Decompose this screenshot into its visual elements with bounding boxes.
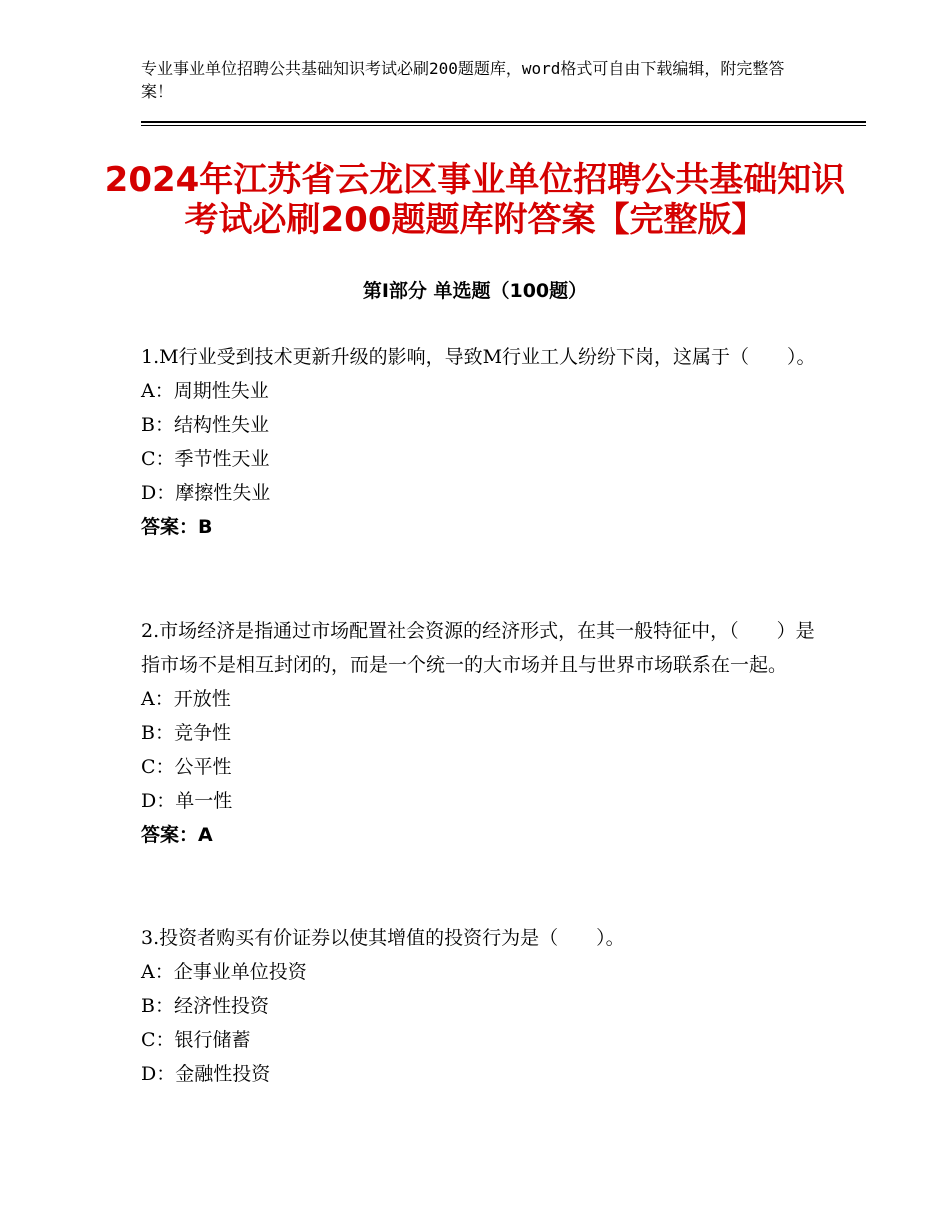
header-divider-thick xyxy=(141,121,866,123)
option-b: B：结构性失业 xyxy=(141,414,269,436)
option-d: D：金融性投资 xyxy=(141,1063,271,1085)
header-divider-thin xyxy=(141,125,866,126)
question-stem: 3.投资者购买有价证券以使其增值的投资行为是（ ）。 xyxy=(141,927,625,949)
answer: 答案：A xyxy=(141,824,213,846)
question-stem: 1.M行业受到技术更新升级的影响，导致M行业工人纷纷下岗，这属于（ ）。 xyxy=(141,346,816,368)
option-a: A：开放性 xyxy=(141,688,231,710)
question-stem: 2.市场经济是指通过市场配置社会资源的经济形式，在其一般特征中，（ ）是指市场不是相互封闭的，而是一个统一的大市场并且与世界市场联系在一起。 xyxy=(141,620,815,676)
question-2 xyxy=(141,614,821,852)
answer: 答案：B xyxy=(141,516,213,538)
option-a: A：企事业单位投资 xyxy=(141,961,307,983)
option-b: B：竞争性 xyxy=(141,722,231,744)
option-c: C：银行储蓄 xyxy=(141,1029,251,1051)
option-d: D：摩擦性失业 xyxy=(141,482,271,504)
header-note: 专业事业单位招聘公共基础知识考试必刷200题题库，word格式可自由下载编辑，附完整答案！ xyxy=(141,59,785,101)
document-title: 2024年江苏省云龙区事业单位招聘公共基础知识考试必刷200题题库附答案【完整版】 xyxy=(104,160,846,240)
part-title: 第Ⅰ部分 单选题（100题） xyxy=(362,280,588,302)
option-c: C：公平性 xyxy=(141,756,232,778)
option-a: A：周期性失业 xyxy=(141,380,269,402)
option-d: D：单一性 xyxy=(141,790,233,812)
question-3 xyxy=(141,921,821,1091)
option-c: C：季节性天业 xyxy=(141,448,270,470)
option-b: B：经济性投资 xyxy=(141,995,269,1017)
question-1 xyxy=(141,340,821,544)
